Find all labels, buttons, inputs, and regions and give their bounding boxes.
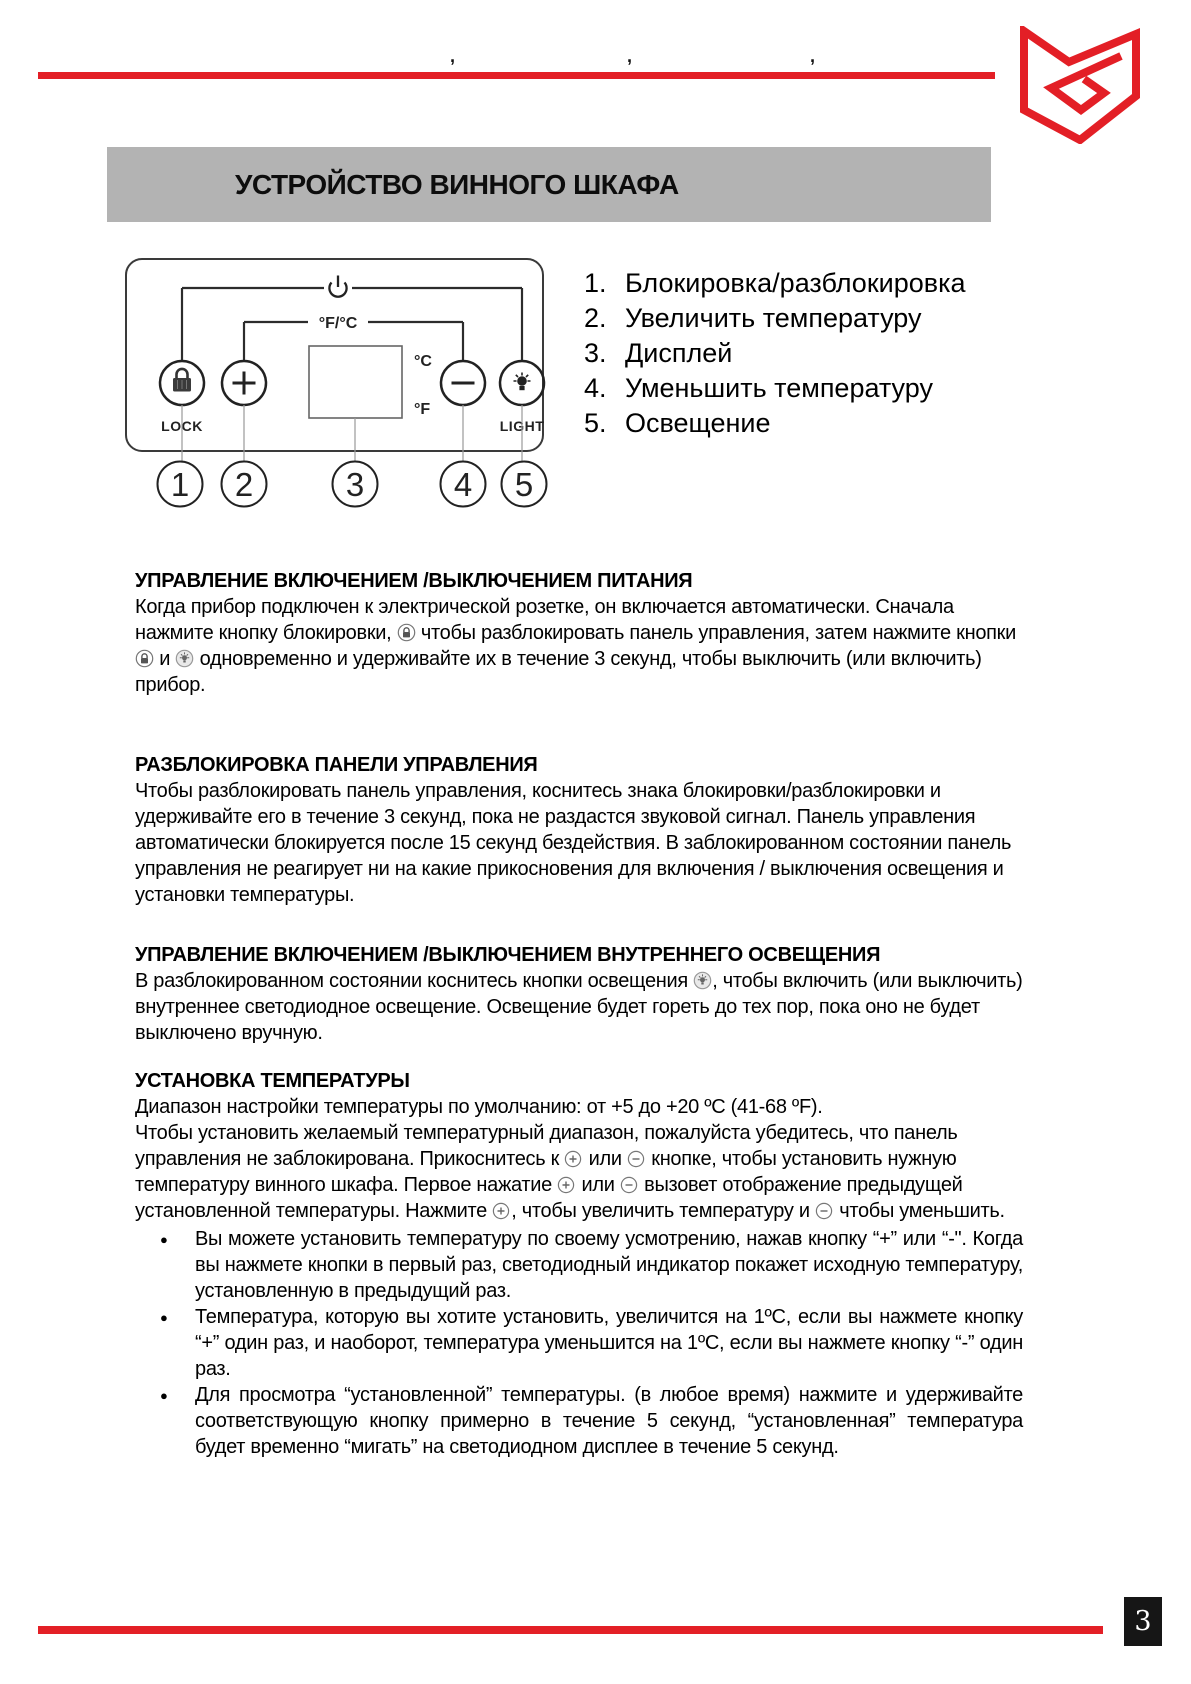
page-number: 3 bbox=[1134, 1606, 1152, 1637]
top-comma-mark: , bbox=[627, 46, 633, 66]
legend-item bbox=[584, 371, 1064, 406]
bullet-list bbox=[135, 1226, 1023, 1460]
legend-item-number: 5. bbox=[584, 408, 607, 438]
legend-item-number: 1. bbox=[584, 268, 607, 298]
lock-icon bbox=[173, 369, 191, 392]
top-red-rule bbox=[38, 72, 995, 79]
fahrenheit-label: °F bbox=[414, 401, 431, 418]
legend-item-number: 4. bbox=[584, 373, 607, 403]
svg-text:5: 5 bbox=[514, 466, 534, 503]
section-paragraph: Чтобы разблокировать панель управления, коснитесь знака блокировки/разблокировки и удерживайте его в течение 3 секунд, пока не раздастся звуковой сигнал. Панель управления автоматически блокируется после 15 секунд бездействия. В заблокированном состоянии панель управления не реагирует ни на какие прикосновения для включения / выключения освещения и установки температуры. bbox=[135, 780, 1012, 906]
lock-button bbox=[160, 361, 204, 405]
minus-circle-icon bbox=[815, 1202, 834, 1221]
section-paragraph: В разблокированном состоянии коснитесь кнопки освещения , чтобы включить (или выключить) внутреннее светодиодное освещение. Освещение будет гореть до тех пор, пока оно не будет выключено вручную. bbox=[135, 970, 1023, 1044]
plus-circle-icon bbox=[564, 1150, 583, 1169]
svg-text:4: 4 bbox=[453, 466, 473, 503]
legend-item bbox=[584, 266, 1064, 301]
plus-circle-icon bbox=[557, 1176, 576, 1195]
top-comma-mark: , bbox=[450, 46, 456, 66]
section-light-control bbox=[135, 942, 1023, 1046]
section-paragraph: Диапазон настройки температуры по умолчанию: от +5 до +20 ºС (41-68 ºF). bbox=[135, 1096, 823, 1118]
plus-circle-icon bbox=[492, 1202, 511, 1221]
section-power-control bbox=[135, 568, 1023, 698]
celsius-label: °C bbox=[414, 353, 432, 370]
svg-text:2: 2 bbox=[234, 466, 254, 503]
section-header-bar bbox=[107, 147, 991, 222]
legend-item-label: Блокировка/разблокировка bbox=[625, 268, 966, 298]
lock-circle-icon bbox=[135, 649, 154, 668]
power-icon bbox=[329, 276, 346, 297]
section-paragraph: Чтобы установить желаемый температурный диапазон, пожалуйста убедитесь, что панель управления не заблокирована. Прикоснитесь к или кнопке, чтобы установить нужную температуру винного шкафа. Первое нажатие или вызовет отображение предыдущей установленной температуры. Нажмите , чтобы увеличить температуру и чтобы уменьшить. bbox=[135, 1122, 1005, 1222]
section-heading: УПРАВЛЕНИЕ ВКЛЮЧЕНИЕМ /ВЫКЛЮЧЕНИЕМ ВНУТРЕННЕГО ОСВЕЩЕНИЯ bbox=[135, 944, 881, 966]
section-heading: УПРАВЛЕНИЕ ВКЛЮЧЕНИЕМ /ВЫКЛЮЧЕНИЕМ ПИТАНИЯ bbox=[135, 570, 693, 592]
legend-item-label: Освещение bbox=[625, 408, 771, 438]
control-panel-diagram bbox=[116, 254, 552, 514]
shield-g-logo-icon bbox=[1020, 26, 1140, 144]
svg-text:3: 3 bbox=[345, 466, 365, 503]
plus-icon bbox=[233, 372, 256, 395]
legend-item-number: 2. bbox=[584, 303, 607, 333]
callout-2 bbox=[222, 462, 267, 507]
legend-list bbox=[584, 266, 1064, 441]
legend-item-label: Увеличить температуру bbox=[625, 303, 922, 333]
minus-button bbox=[441, 361, 485, 405]
minus-circle-icon bbox=[620, 1176, 639, 1195]
bullet-item: ● Вы можете установить температуру по своему усмотрению, нажав кнопку “+” или “-". Когда вы нажмете кнопки в первый раз, светодиодный индикатор покажет исходную температуру, установленную в предыдущий раз. bbox=[135, 1226, 1023, 1304]
callout-lines bbox=[182, 405, 522, 461]
callout-5 bbox=[502, 462, 547, 507]
svg-text:1: 1 bbox=[170, 466, 190, 503]
legend-item-label: Дисплей bbox=[625, 338, 733, 368]
section-paragraph: Когда прибор подключен к электрической розетке, он включается автоматически. Сначала нажмите кнопку блокировки, чтобы разблокировать панель управления, затем нажмите кнопки и одновременно и удерживайте их в течение 3 секунд, чтобы выключить (или включить) прибор. bbox=[135, 596, 1016, 696]
section-heading: УСТАНОВКА ТЕМПЕРАТУРЫ bbox=[135, 1070, 410, 1092]
legend-item bbox=[584, 301, 1064, 336]
page-title: УСТРОЙСТВО ВИННОГО ШКАФА bbox=[235, 168, 679, 200]
section-heading: РАЗБЛОКИРОВКА ПАНЕЛИ УПРАВЛЕНИЯ bbox=[135, 754, 538, 776]
display-screen bbox=[309, 346, 402, 418]
light-circle-icon bbox=[175, 649, 194, 668]
legend-item bbox=[584, 336, 1064, 371]
light-button bbox=[500, 361, 544, 405]
bullet-item: ● Температура, которую вы хотите установить, увеличится на 1ºС, если вы нажмете кнопку “+” один раз, и наоборот, температура уменьшится на 1ºС, если вы нажмете кнопку “-” один раз. bbox=[135, 1304, 1023, 1382]
top-comma-mark: , bbox=[810, 46, 816, 66]
bottom-red-rule bbox=[38, 1626, 1103, 1634]
light-bulb-icon bbox=[514, 373, 531, 391]
section-temperature-setting bbox=[135, 1068, 1023, 1460]
legend-item-number: 3. bbox=[584, 338, 607, 368]
page-number-box bbox=[1124, 1597, 1162, 1646]
callout-3 bbox=[333, 462, 378, 507]
manual-text-content bbox=[135, 568, 1023, 1460]
callout-1 bbox=[158, 462, 203, 507]
light-circle-icon bbox=[693, 971, 712, 990]
light-label: LIGHT bbox=[499, 418, 545, 434]
minus-circle-icon bbox=[627, 1150, 646, 1169]
unit-toggle-label: °F/°C bbox=[318, 315, 358, 332]
legend-item-label: Уменьшить температуру bbox=[625, 373, 933, 403]
bullet-item: ● Для просмотра “установленной” температуры. (в любое время) нажмите и удерживайте соответствующую кнопку примерно в течение 5 секунд, “установленная” температура будет временно “мигать” на светодиодном дисплее в течение 5 секунд. bbox=[135, 1382, 1023, 1460]
legend-item bbox=[584, 406, 1064, 441]
plus-button bbox=[222, 361, 266, 405]
section-unlock-panel bbox=[135, 752, 1023, 908]
lock-label: LOCK bbox=[161, 418, 203, 434]
lock-circle-icon bbox=[397, 623, 416, 642]
callout-4 bbox=[441, 462, 486, 507]
